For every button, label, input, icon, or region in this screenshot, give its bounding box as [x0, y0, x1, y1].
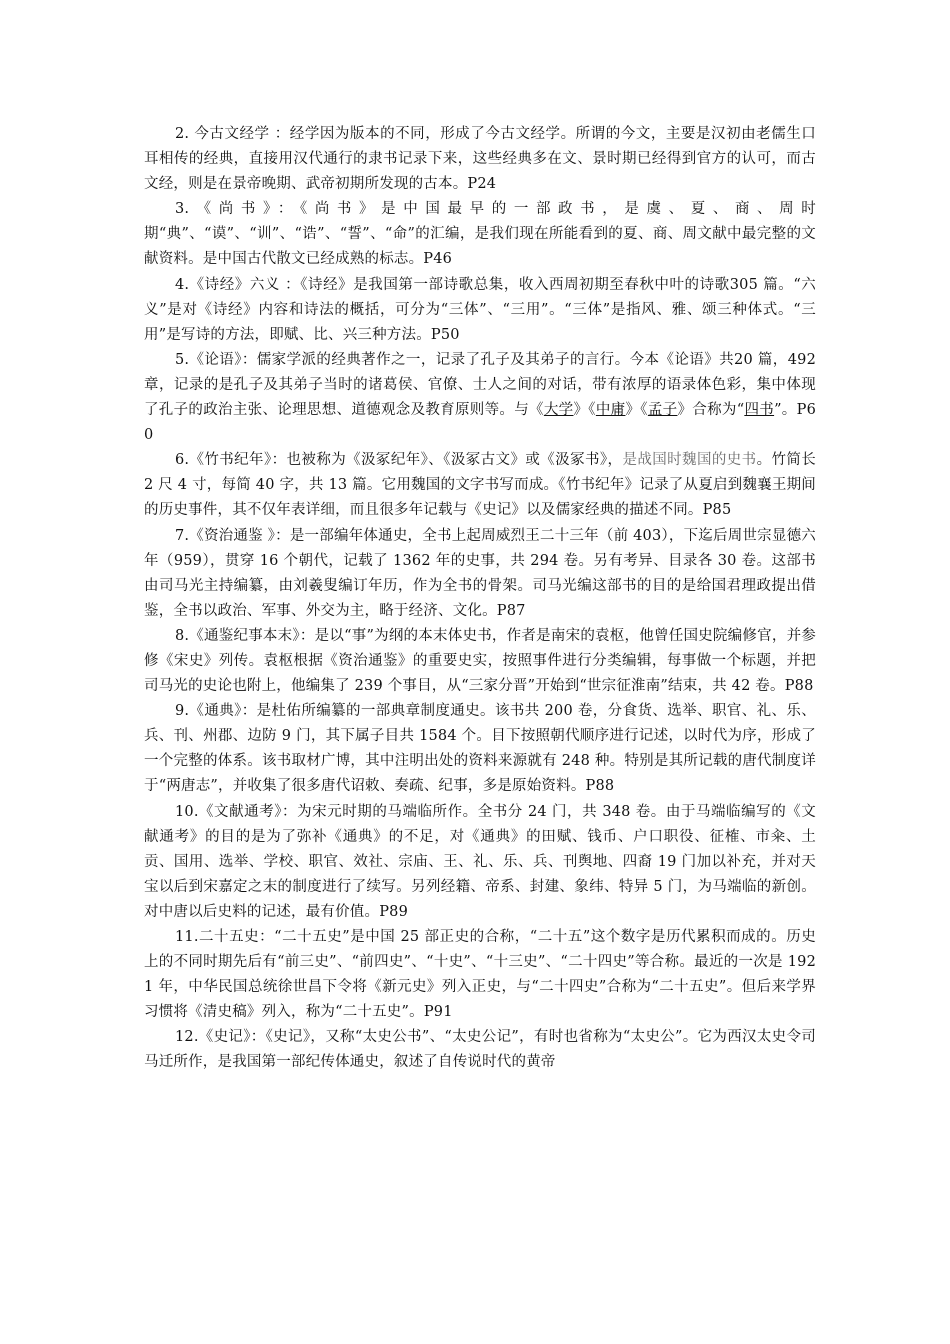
paragraph-7: [144, 524, 816, 624]
paragraph-4: [144, 273, 816, 348]
paragraph-text: 》合称为“: [677, 402, 745, 419]
paragraph-text: 。竹简长 2 尺 4 寸，每简 40 字，共 13 篇。它用魏国的文字书写而成。《竹书纪年》记录了从夏启到魏襄王期间的历史事件，其不仅年表详细，而且很多年记载与《史记》以及儒家经典的描述不同。P85: [144, 452, 816, 519]
paragraph-text: 8.《通鉴纪事本末》：是以“事”为纲的本末体史书，作者是南宋的袁枢，他曾任国史院编修官，并参修《宋史》列传。袁枢根据《资治通鉴》的重要史实，按照事件进行分类编辑，每事做一个标题，并把司马光的史论也附上，他编集了 239 个事目，从“三家分晋”开始到“世宗征淮南”结束，共 42 卷。P88: [144, 627, 816, 695]
link-sishu[interactable]: 四书: [744, 402, 775, 419]
paragraph-text: 6.《竹书纪年》：也被称为《汲冢纪年》、《汲冢古文》或《汲冢书》，: [175, 452, 623, 469]
link-zhongyong[interactable]: 中庸: [595, 402, 626, 419]
paragraph-text: 》《: [625, 402, 648, 419]
link-daxue[interactable]: 大学: [543, 402, 574, 419]
paragraph-3: [144, 197, 816, 272]
paragraph-text: 7.《资治通鉴 》：是一部编年体通史，全书上起周威烈王二十三年（前 403），下迄后周世宗显德六年（959），贯穿 16 个朝代，记载了 1362 年的史事，共 294 卷。另有考异、目录各 30 卷。这部书由司马光主持编纂，由刘羲叟编订年历，作为全书的骨架。司马光编这部书的目的是给国君理政提出借鉴，全书以政治、军事、外交为主，略于经济、文化。P87: [144, 527, 816, 619]
paragraph-6: [144, 448, 816, 523]
paragraph-text: 2. 今古文经学 ：经学因为版本的不同，形成了今古文经学。所谓的今文，主要是汉初由老儒生口耳相传的经典，直接用汉代通行的隶书记录下来，这些经典多在文、景时期已经得到官方的认可，而古文经，则是在景帝晚期、武帝初期所发现的古本。P24: [144, 126, 816, 193]
paragraph-11: [144, 925, 816, 1025]
paragraph-text: ”。P60: [144, 402, 816, 444]
paragraph-5: [144, 348, 816, 448]
paragraph-text: 9.《通典》：是杜佑所编纂的一部典章制度通史。该书共 200 卷，分食货、选举、职官、礼、乐、兵、刊、州郡、边防 9 门，其下属子目共 1584 个。目下按照朝代顺序进行记述，以时代为序，形成了一个完整的体系。该书取材广博，其中注明出处的资料来源就有 248 种。特别是其所记载的唐代制度详于“两唐志”，并收集了很多唐代诏敕、奏疏、纪事，多是原始资料。P88: [144, 703, 816, 795]
highlighted-text: 是战国时魏国的史书: [622, 452, 757, 469]
paragraph-text: 》《: [573, 402, 596, 419]
paragraph-2: [144, 122, 816, 197]
paragraph-text: 3.《尚书》：《尚书》是中国最早的一部政书，是虞、夏、商、周时期“典”、“谟”、“训”、“诰”、“誓”、“命”的汇编，是我们现在所能看到的夏、商、周文献中最完整的文献资料。是中国古代散文已经成熟的标志。P46: [144, 201, 816, 268]
paragraph-text: 4.《诗经》六义 ：《诗经》是我国第一部诗歌总集，收入西周初期至春秋中叶的诗歌305 篇。“六义”是对《诗经》内容和诗法的概括，可分为“三体”、“三用”。“三体”是指风、雅、颂三种体式。“三用”是写诗的方法，即赋、比、兴三种方法。P50: [144, 276, 816, 343]
paragraph-text: 5.《论语》：儒家学派的经典著作之一，记录了孔子及其弟子的言行。今本《论语》共20 篇，492 章，记录的是孔子及其弟子当时的诸葛侯、官僚、士人之间的对话，带有浓厚的语录体色彩，集中体现了孔子的政治主张、论理思想、道德观念及教育原则等。与《: [144, 351, 816, 419]
paragraph-12: [144, 1025, 816, 1075]
document-body: [144, 122, 816, 1076]
link-mengzi[interactable]: 孟子: [647, 402, 678, 419]
paragraph-9: [144, 699, 816, 799]
paragraph-10: [144, 800, 816, 925]
paragraph-8: [144, 624, 816, 699]
paragraph-text: 11.二十五史：“二十五史”是中国 25 部正史的合称，“二十五”这个数字是历代累积而成的。历史上的不同时期先后有“前三史”、“前四史”、“十史”、“十三史”、“二十四史”等合称。最近的一次是 1921 年，中华民国总统徐世昌下令将《新元史》列入正史，与“二十四史”合称为“二十五史”。但后来学界习惯将《清史稿》列入，称为“二十五史”。P91: [144, 929, 816, 1021]
paragraph-text: 10.《文献通考》：为宋元时期的马端临所作。全书分 24 门，共 348 卷。由于马端临编写的《文献通考》的目的是为了弥补《通典》的不足，对《通典》的田赋、钱币、户口职役、征榷、市籴、土贡、国用、选举、学校、职官、效社、宗庙、王、礼、乐、兵、刊舆地、四裔 19 门加以补充，并对天宝以后到宋嘉定之末的制度进行了续写。另列经籍、帝系、封建、象纬、特异 5 门，为马端临的新创。对中唐以后史料的记述，最有价值。P89: [144, 803, 816, 920]
paragraph-text: 12.《史记》：《史记》，又称“太史公书”、“太史公记”，有时也省称为“太史公”。它为西汉太史令司马迁所作，是我国第一部纪传体通史，叙述了自传说时代的黄帝: [144, 1029, 816, 1071]
